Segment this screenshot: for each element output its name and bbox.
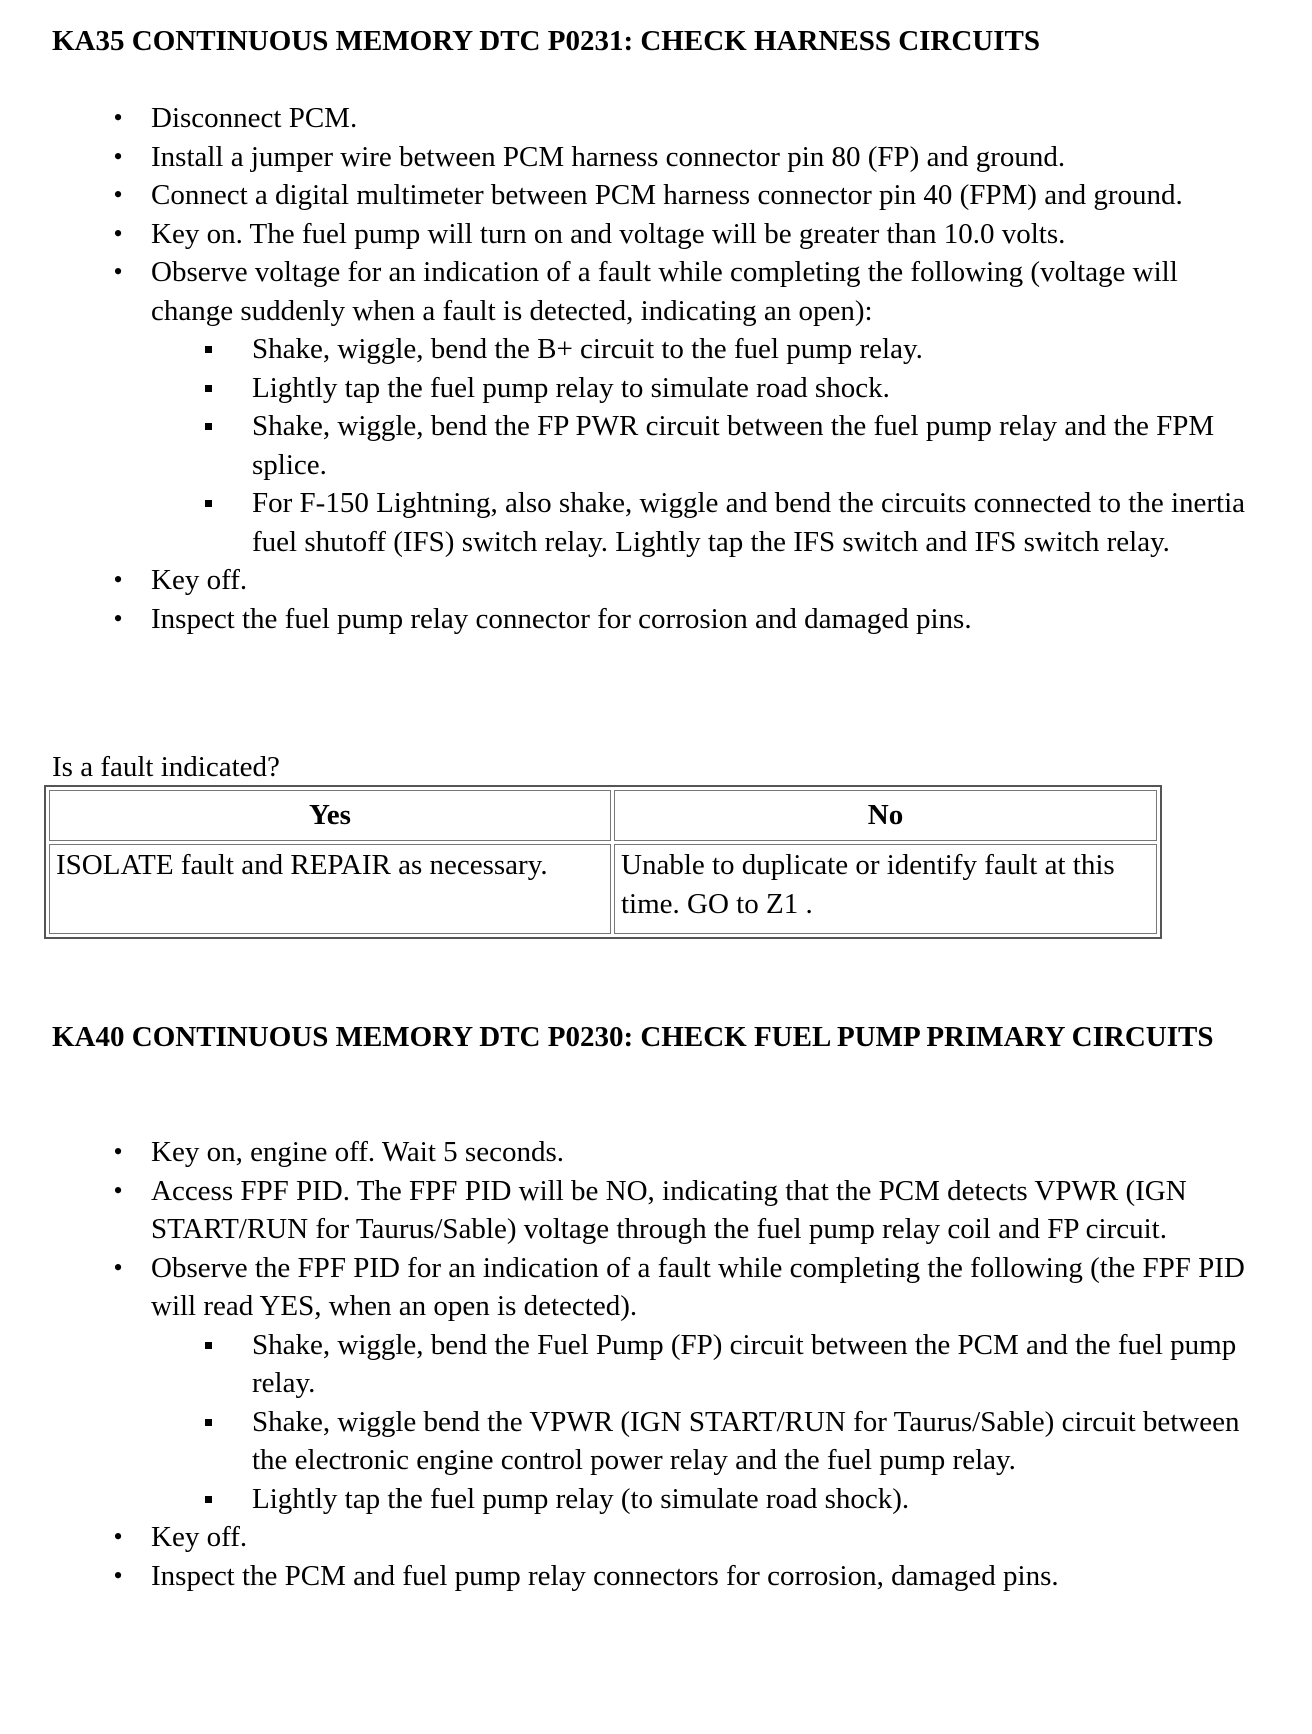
sub-list-item: Shake, wiggle, bend the B+ circuit to the fuel pump relay. xyxy=(151,330,1262,369)
sub-list-item: Lightly tap the fuel pump relay to simulate road shock. xyxy=(151,369,1262,408)
list-item: • Connect a digital multimeter between PCM harness connector pin 40 (FPM) and ground. xyxy=(52,176,1262,215)
sub-list-item: Shake, wiggle, bend the Fuel Pump (FP) circuit between the PCM and the fuel pump relay. xyxy=(151,1326,1262,1403)
list-item: • Access FPF PID. The FPF PID will be NO, indicating that the PCM detects VPWR (IGN START/RUN for Taurus/Sable) voltage through the fuel pump relay coil and FP circuit. xyxy=(52,1172,1262,1249)
sub-list xyxy=(151,1326,1262,1519)
bullet-icon: • xyxy=(113,218,123,248)
list-item: • Observe the FPF PID for an indication of a fault while completing the following (the FPF PID will read YES, when an open is detected). Shake, wiggle, bend the Fuel Pump (FP) circuit between the PCM and the fuel pump relay. Shake, wiggle bend the VPWR (IGN START/RUN for Taurus/Sable) circuit between the electronic engine control power relay and the fuel pump relay. Lightly tap the fuel pump relay (to simulate road shock). xyxy=(52,1249,1262,1519)
table-header-no: No xyxy=(614,790,1157,841)
table-header-yes: Yes xyxy=(49,790,611,841)
bullet-icon: • xyxy=(113,1175,123,1205)
list-item: • Key on, engine off. Wait 5 seconds. xyxy=(52,1133,1262,1172)
square-bullet-icon xyxy=(205,385,212,392)
section-ka35-steps xyxy=(52,99,1262,638)
table-cell-yes: ISOLATE fault and REPAIR as necessary. xyxy=(49,844,611,934)
list-item: • Inspect the PCM and fuel pump relay connectors for corrosion, damaged pins. xyxy=(52,1557,1262,1596)
list-item: • Inspect the fuel pump relay connector for corrosion and damaged pins. xyxy=(52,600,1262,639)
list-item: • Key off. xyxy=(52,561,1262,600)
bullet-icon: • xyxy=(113,603,123,633)
square-bullet-icon xyxy=(205,1419,212,1426)
fault-question: Is a fault indicated? xyxy=(52,751,280,783)
bullet-icon: • xyxy=(113,1252,123,1282)
sub-list-item: Shake, wiggle bend the VPWR (IGN START/RUN for Taurus/Sable) circuit between the electronic engine control power relay and the fuel pump relay. xyxy=(151,1403,1262,1480)
list-item: • Observe voltage for an indication of a fault while completing the following (voltage will change suddenly when a fault is detected, indicating an open): Shake, wiggle, bend the B+ circuit to the fuel pump relay. Lightly tap the fuel pump relay to simulate road shock. Shake, wiggle, bend the FP PWR circuit between the fuel pump relay and the FPM splice. For F-150 Lightning, also shake, wiggle and bend the circuits connected to the inertia fuel shutoff (IFS) switch relay. Lightly tap the IFS switch and IFS switch relay. xyxy=(52,253,1262,561)
bullet-icon: • xyxy=(113,1137,123,1166)
result-table xyxy=(44,785,1162,939)
sub-list-item: For F-150 Lightning, also shake, wiggle and bend the circuits connected to the inertia fuel shutoff (IFS) switch relay. Lightly tap the IFS switch and IFS switch relay. xyxy=(151,484,1262,561)
list-item: • Key on. The fuel pump will turn on and voltage will be greater than 10.0 volts. xyxy=(52,215,1262,254)
list-item: • Install a jumper wire between PCM harness connector pin 80 (FP) and ground. xyxy=(52,138,1262,177)
table-row xyxy=(49,844,1157,934)
sub-list-item: Shake, wiggle, bend the FP PWR circuit between the fuel pump relay and the FPM splice. xyxy=(151,407,1262,484)
table-header-row xyxy=(49,790,1157,841)
bullet-icon: • xyxy=(113,1522,123,1551)
square-bullet-icon xyxy=(205,1342,212,1349)
list-item: • Disconnect PCM. xyxy=(52,99,1262,138)
square-bullet-icon xyxy=(205,346,212,353)
bullet-icon: • xyxy=(113,180,123,209)
bullet-icon: • xyxy=(113,257,123,286)
sub-list-item: Lightly tap the fuel pump relay (to simulate road shock). xyxy=(151,1480,1262,1519)
table-cell-no: Unable to duplicate or identify fault at this time. GO to Z1 . xyxy=(614,844,1157,934)
section-ka40-title: KA40 CONTINUOUS MEMORY DTC P0230: CHECK FUEL PUMP PRIMARY CIRCUITS xyxy=(52,1021,1214,1053)
bullet-icon: • xyxy=(113,1560,123,1590)
sub-list xyxy=(151,330,1262,561)
square-bullet-icon xyxy=(205,423,212,430)
section-ka35-title: KA35 CONTINUOUS MEMORY DTC P0231: CHECK HARNESS CIRCUITS xyxy=(52,25,1041,57)
section-ka40-steps xyxy=(52,1133,1262,1595)
bullet-icon: • xyxy=(113,103,123,132)
bullet-icon: • xyxy=(113,141,123,171)
square-bullet-icon xyxy=(205,1496,212,1503)
list-item: • Key off. xyxy=(52,1518,1262,1557)
bullet-icon: • xyxy=(113,565,123,594)
square-bullet-icon xyxy=(205,500,212,507)
